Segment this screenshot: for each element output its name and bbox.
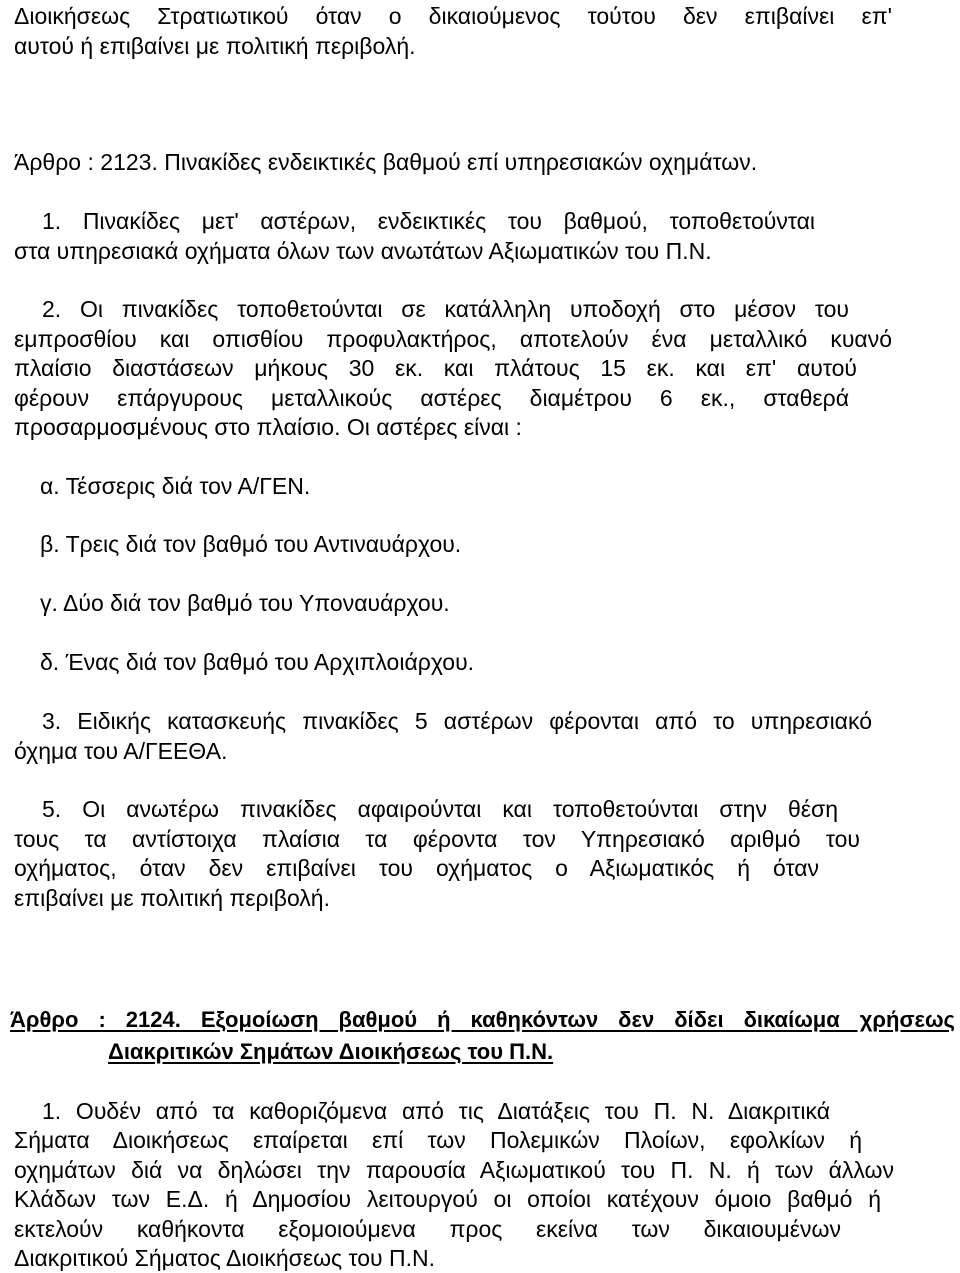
article-2123-para5-line4: επιβαίνει με πολιτική περιβολή.: [14, 885, 330, 911]
article-2123-para2-line1: 2. Οι πινακίδες τοποθετούνται σε κατάλληλη υποδοχή στο μέσον του: [42, 296, 849, 322]
article-2124-para1-line3: οχημάτων διά να δηλώσει την παρουσία Αξιωματικού του Π. Ν. ή των άλλων: [14, 1157, 894, 1183]
article-2123-para2-line5: προσαρμοσμένους στο πλαίσιο. Οι αστέρες είναι :: [14, 414, 522, 440]
article-2123-para2-line3: πλαίσιο διαστάσεων μήκους 30 εκ. και πλάτους 15 εκ. και επ' αυτού: [14, 355, 857, 381]
article-2124-para1-line2: Σήματα Διοικήσεως επαίρεται επί των Πολεμικών Πλοίων, εφολκίων ή: [14, 1127, 862, 1153]
article-2123-item-a: α. Τέσσερις διά τον Α/ΓΕΝ.: [40, 473, 311, 499]
article-2124-para1-line6: Διακριτικού Σήματος Διοικήσεως του Π.Ν.: [14, 1245, 436, 1271]
article-2124-para1-line4: Κλάδων των Ε.Δ. ή Δημοσίου λειτουργού οι οποίοι κατέχουν όμοιο βαθμό ή: [14, 1186, 881, 1212]
article-2123-item-b: β. Τρεις διά τον βαθμό του Αντιναυάρχου.: [40, 531, 462, 557]
article-2123-heading: Άρθρο : 2123. Πινακίδες ενδεικτικές βαθμού επί υπηρεσιακών οχημάτων.: [14, 149, 758, 175]
article-2124-heading-line1: Άρθρο : 2124. Εξομοίωση βαθμού ή καθηκόντων δεν δίδει δικαίωμα χρήσεως: [10, 1007, 955, 1032]
article-2123-para2-line4: φέρουν επάργυρους μεταλλικούς αστέρες διαμέτρου 6 εκ., σταθερά: [14, 385, 849, 411]
article-2123-para1-line2: στα υπηρεσιακά οχήματα όλων των ανωτάτων Αξιωματικών του Π.Ν.: [14, 238, 712, 264]
article-2123-para2-line2: εμπροσθίου και οπισθίου προφυλακτήρος, αποτελούν ένα μεταλλικό κυανό: [14, 326, 892, 352]
article-2124-para1-line5: εκτελούν καθήκοντα εξομοιούμενα προς εκείνα των δικαιουμένων: [14, 1216, 841, 1242]
article-2123-para5-line3: οχήματος, όταν δεν επιβαίνει του οχήματος ο Αξιωματικός ή όταν: [14, 855, 819, 881]
article-2123-para1-line1: 1. Πινακίδες μετ' αστέρων, ενδεικτικές του βαθμού, τοποθετούνται: [42, 208, 815, 234]
article-2123-item-d: δ. Ένας διά τον βαθμό του Αρχιπλοιάρχου.: [40, 649, 475, 675]
article-2123-para3-line2: όχημα του Α/ΓΕΕΘΑ.: [14, 738, 228, 764]
article-2123-para3-line1: 3. Ειδικής κατασκευής πινακίδες 5 αστέρων φέρονται από το υπηρεσιακό: [42, 708, 872, 734]
intro-line-2: αυτού ή επιβαίνει με πολιτική περιβολή.: [14, 33, 416, 59]
article-2123-para5-line1: 5. Οι ανωτέρω πινακίδες αφαιρούνται και τοποθετούνται στην θέση: [42, 796, 838, 822]
article-2123-item-c: γ. Δύο διά τον βαθμό του Υποναυάρχου.: [40, 590, 450, 616]
intro-line-1: Διοικήσεως Στρατιωτικού όταν ο δικαιούμενος τούτου δεν επιβαίνει επ': [14, 3, 892, 29]
article-2124-para1-line1: 1. Ουδέν από τα καθοριζόμενα από τις Διατάξεις του Π. Ν. Διακριτικά: [42, 1098, 830, 1124]
article-2124-heading-line2: Διακριτικών Σημάτων Διοικήσεως του Π.Ν.: [108, 1039, 554, 1064]
article-2123-para5-line2: τους τα αντίστοιχα πλαίσια τα φέροντα τον Υπηρεσιακό αριθμό του: [14, 826, 860, 852]
